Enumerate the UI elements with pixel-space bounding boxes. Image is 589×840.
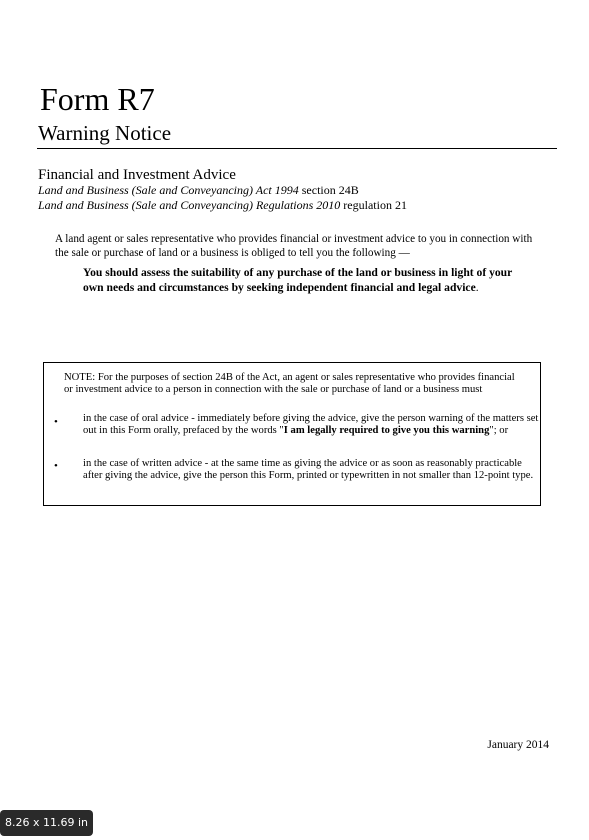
oral-advice-text: in the case of oral advice - immediately before giving the advice, give the person warning of the matters set out in this Form orally, prefaced by the words " [83,413,539,437]
oral-advice-end: "; or [489,425,509,437]
page-size-badge: 8.26 x 11.69 in [0,810,93,836]
regulations-reference [38,198,407,212]
advice-period: . [475,281,479,294]
act-reference [38,183,359,197]
note-item-written-advice: in the case of written advice - at the same time as giving the advice or as soon as reasonably practicable after giving the advice, give the person this Form, printed or typewritten in not smaller than 12-point type. [83,458,534,482]
bullet-icon: • [54,460,58,472]
form-title: Form R7 [40,81,155,117]
form-subtitle: Warning Notice [38,121,172,145]
bullet-icon: • [54,416,58,428]
advice-statement [83,265,533,295]
note-text: NOTE: For the purposes of section 24B of the Act, an agent or sales representative who provides financial or investment advice to a person in connection with the sale or purchase of land or a business must [64,372,515,396]
act-name: Land and Business (Sale and Conveyancing) Act 1994 [38,183,299,197]
act-section: section 24B [298,183,359,197]
section-heading: Financial and Investment Advice [38,167,236,183]
oral-advice-required-words: I am legally required to give you this warning [283,425,490,437]
title-divider [37,148,557,149]
intro-paragraph: A land agent or sales representative who provides financial or investment advice to you in connection with the sale or purchase of land or a business is obliged to tell you the following — [55,233,533,259]
regulations-number: regulation 21 [340,198,407,212]
form-date: January 2014 [487,739,549,751]
note-item-oral-advice [83,413,539,437]
regulations-name: Land and Business (Sale and Conveyancing) Regulations 2010 [38,198,341,212]
advice-text: You should assess the suitability of any purchase of the land or business in light of your own needs and circumstances by seeking independent financial and legal advice [83,266,513,294]
note-box [43,362,541,506]
